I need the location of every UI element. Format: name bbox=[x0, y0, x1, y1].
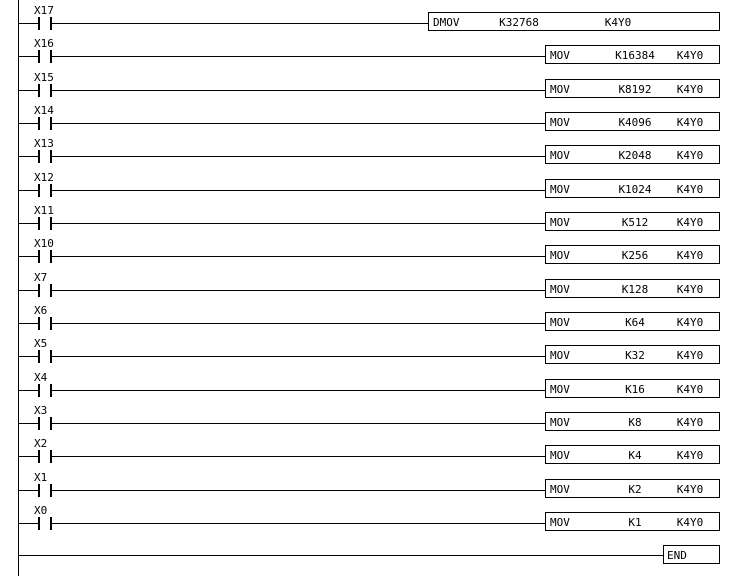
instruction-box[interactable] bbox=[545, 479, 720, 498]
instruction-mnemonic: MOV bbox=[550, 83, 570, 96]
destination-operand: K4Y0 bbox=[676, 149, 704, 162]
contact-left-bar[interactable] bbox=[38, 517, 40, 530]
rail-to-contact-wire bbox=[18, 290, 38, 291]
source-operand: K16 bbox=[625, 383, 645, 396]
source-operand: K1024 bbox=[618, 183, 652, 196]
destination-operand: K4Y0 bbox=[676, 383, 704, 396]
contact-left-bar[interactable] bbox=[38, 84, 40, 97]
contact-to-box-wire bbox=[52, 490, 545, 491]
end-instruction-box[interactable] bbox=[663, 545, 720, 564]
contact-to-box-wire bbox=[52, 56, 545, 57]
source-operand: K256 bbox=[621, 249, 649, 262]
contact-left-bar[interactable] bbox=[38, 450, 40, 463]
instruction-mnemonic: DMOV bbox=[433, 16, 460, 29]
contact-to-box-wire bbox=[52, 190, 545, 191]
contact-label: X17 bbox=[34, 4, 54, 17]
instruction-box[interactable] bbox=[545, 212, 720, 231]
rail-to-contact-wire bbox=[18, 490, 38, 491]
instruction-box[interactable] bbox=[545, 279, 720, 298]
contact-left-bar[interactable] bbox=[38, 217, 40, 230]
contact-label: X12 bbox=[34, 171, 54, 184]
instruction-mnemonic: MOV bbox=[550, 416, 570, 429]
instruction-mnemonic: MOV bbox=[550, 449, 570, 462]
rail-to-contact-wire bbox=[18, 123, 38, 124]
contact-left-bar[interactable] bbox=[38, 50, 40, 63]
source-operand: K8192 bbox=[618, 83, 652, 96]
contact-left-bar[interactable] bbox=[38, 184, 40, 197]
source-operand: K64 bbox=[625, 316, 645, 329]
destination-operand: K4Y0 bbox=[676, 183, 704, 196]
source-operand: K8 bbox=[628, 416, 642, 429]
contact-left-bar[interactable] bbox=[38, 250, 40, 263]
source-operand: K512 bbox=[621, 216, 649, 229]
contact-left-bar[interactable] bbox=[38, 384, 40, 397]
rail-to-contact-wire bbox=[18, 356, 38, 357]
contact-label: X16 bbox=[34, 37, 54, 50]
rail-to-contact-wire bbox=[18, 156, 38, 157]
rail-to-contact-wire bbox=[18, 90, 38, 91]
contact-left-bar[interactable] bbox=[38, 17, 40, 30]
contact-to-box-wire bbox=[52, 123, 545, 124]
contact-label: X5 bbox=[34, 337, 48, 350]
destination-operand: K4Y0 bbox=[676, 349, 704, 362]
destination-operand: K4Y0 bbox=[676, 283, 704, 296]
instruction-box[interactable] bbox=[545, 45, 720, 64]
instruction-mnemonic: MOV bbox=[550, 116, 570, 129]
instruction-mnemonic: MOV bbox=[550, 249, 570, 262]
instruction-mnemonic: MOV bbox=[550, 383, 570, 396]
contact-label: X14 bbox=[34, 104, 54, 117]
rail-to-contact-wire bbox=[18, 23, 38, 24]
destination-operand: K4Y0 bbox=[676, 416, 704, 429]
contact-label: X2 bbox=[34, 437, 48, 450]
contact-label: X6 bbox=[34, 304, 48, 317]
rail-to-contact-wire bbox=[18, 390, 38, 391]
source-operand: K32 bbox=[625, 349, 645, 362]
contact-label: X0 bbox=[34, 504, 48, 517]
contact-to-box-wire bbox=[52, 356, 545, 357]
instruction-box[interactable] bbox=[545, 245, 720, 264]
contact-left-bar[interactable] bbox=[38, 484, 40, 497]
destination-operand: K4Y0 bbox=[676, 116, 704, 129]
instruction-box[interactable] bbox=[545, 112, 720, 131]
source-operand: K4096 bbox=[618, 116, 652, 129]
contact-left-bar[interactable] bbox=[38, 350, 40, 363]
contact-to-box-wire bbox=[52, 323, 545, 324]
rail-to-contact-wire bbox=[18, 323, 38, 324]
contact-label: X1 bbox=[34, 471, 48, 484]
destination-operand: K4Y0 bbox=[676, 49, 704, 62]
rail-to-contact-wire bbox=[18, 423, 38, 424]
instruction-mnemonic: MOV bbox=[550, 149, 570, 162]
source-operand: K32768 bbox=[499, 16, 539, 29]
contact-to-box-wire bbox=[52, 90, 545, 91]
destination-operand: K4Y0 bbox=[604, 16, 632, 29]
instruction-mnemonic: MOV bbox=[550, 183, 570, 196]
destination-operand: K4Y0 bbox=[676, 216, 704, 229]
rail-to-contact-wire bbox=[18, 523, 38, 524]
instruction-box[interactable] bbox=[545, 379, 720, 398]
destination-operand: K4Y0 bbox=[676, 516, 704, 529]
source-operand: K1 bbox=[628, 516, 642, 529]
source-operand: K16384 bbox=[615, 49, 655, 62]
rail-to-contact-wire bbox=[18, 56, 38, 57]
instruction-box[interactable] bbox=[545, 412, 720, 431]
destination-operand: K4Y0 bbox=[676, 449, 704, 462]
instruction-box[interactable] bbox=[545, 445, 720, 464]
contact-to-box-wire bbox=[52, 290, 545, 291]
source-operand: K128 bbox=[621, 283, 649, 296]
instruction-mnemonic: MOV bbox=[550, 216, 570, 229]
instruction-mnemonic: MOV bbox=[550, 283, 570, 296]
rail-to-contact-wire bbox=[18, 256, 38, 257]
contact-label: X3 bbox=[34, 404, 48, 417]
source-operand: K2048 bbox=[618, 149, 652, 162]
contact-label: X11 bbox=[34, 204, 54, 217]
contact-left-bar[interactable] bbox=[38, 150, 40, 163]
contact-to-box-wire bbox=[52, 256, 545, 257]
contact-label: X7 bbox=[34, 271, 48, 284]
instruction-mnemonic: MOV bbox=[550, 49, 570, 62]
instruction-box[interactable] bbox=[545, 79, 720, 98]
instruction-box[interactable] bbox=[545, 145, 720, 164]
contact-label: X15 bbox=[34, 71, 54, 84]
contact-to-box-wire bbox=[52, 423, 545, 424]
instruction-box[interactable] bbox=[545, 512, 720, 531]
instruction-mnemonic: MOV bbox=[550, 349, 570, 362]
instruction-mnemonic: MOV bbox=[550, 483, 570, 496]
source-operand: K2 bbox=[628, 483, 642, 496]
contact-to-box-wire bbox=[52, 523, 545, 524]
contact-to-box-wire bbox=[52, 223, 545, 224]
contact-left-bar[interactable] bbox=[38, 417, 40, 430]
contact-label: X13 bbox=[34, 137, 54, 150]
destination-operand: K4Y0 bbox=[676, 316, 704, 329]
contact-to-box-wire bbox=[52, 23, 428, 24]
instruction-box[interactable] bbox=[545, 312, 720, 331]
end-rung-wire bbox=[18, 555, 663, 556]
contact-to-box-wire bbox=[52, 156, 545, 157]
end-instruction-label: END bbox=[667, 549, 687, 562]
contact-to-box-wire bbox=[52, 390, 545, 391]
instruction-mnemonic: MOV bbox=[550, 516, 570, 529]
rail-to-contact-wire bbox=[18, 223, 38, 224]
instruction-box[interactable] bbox=[428, 12, 720, 31]
destination-operand: K4Y0 bbox=[676, 249, 704, 262]
contact-label: X10 bbox=[34, 237, 54, 250]
source-operand: K4 bbox=[628, 449, 642, 462]
contact-label: X4 bbox=[34, 371, 48, 384]
rail-to-contact-wire bbox=[18, 190, 38, 191]
contact-left-bar[interactable] bbox=[38, 117, 40, 130]
instruction-box[interactable] bbox=[545, 179, 720, 198]
rail-to-contact-wire bbox=[18, 456, 38, 457]
instruction-box[interactable] bbox=[545, 345, 720, 364]
destination-operand: K4Y0 bbox=[676, 83, 704, 96]
contact-left-bar[interactable] bbox=[38, 317, 40, 330]
destination-operand: K4Y0 bbox=[676, 483, 704, 496]
contact-to-box-wire bbox=[52, 456, 545, 457]
instruction-mnemonic: MOV bbox=[550, 316, 570, 329]
contact-left-bar[interactable] bbox=[38, 284, 40, 297]
